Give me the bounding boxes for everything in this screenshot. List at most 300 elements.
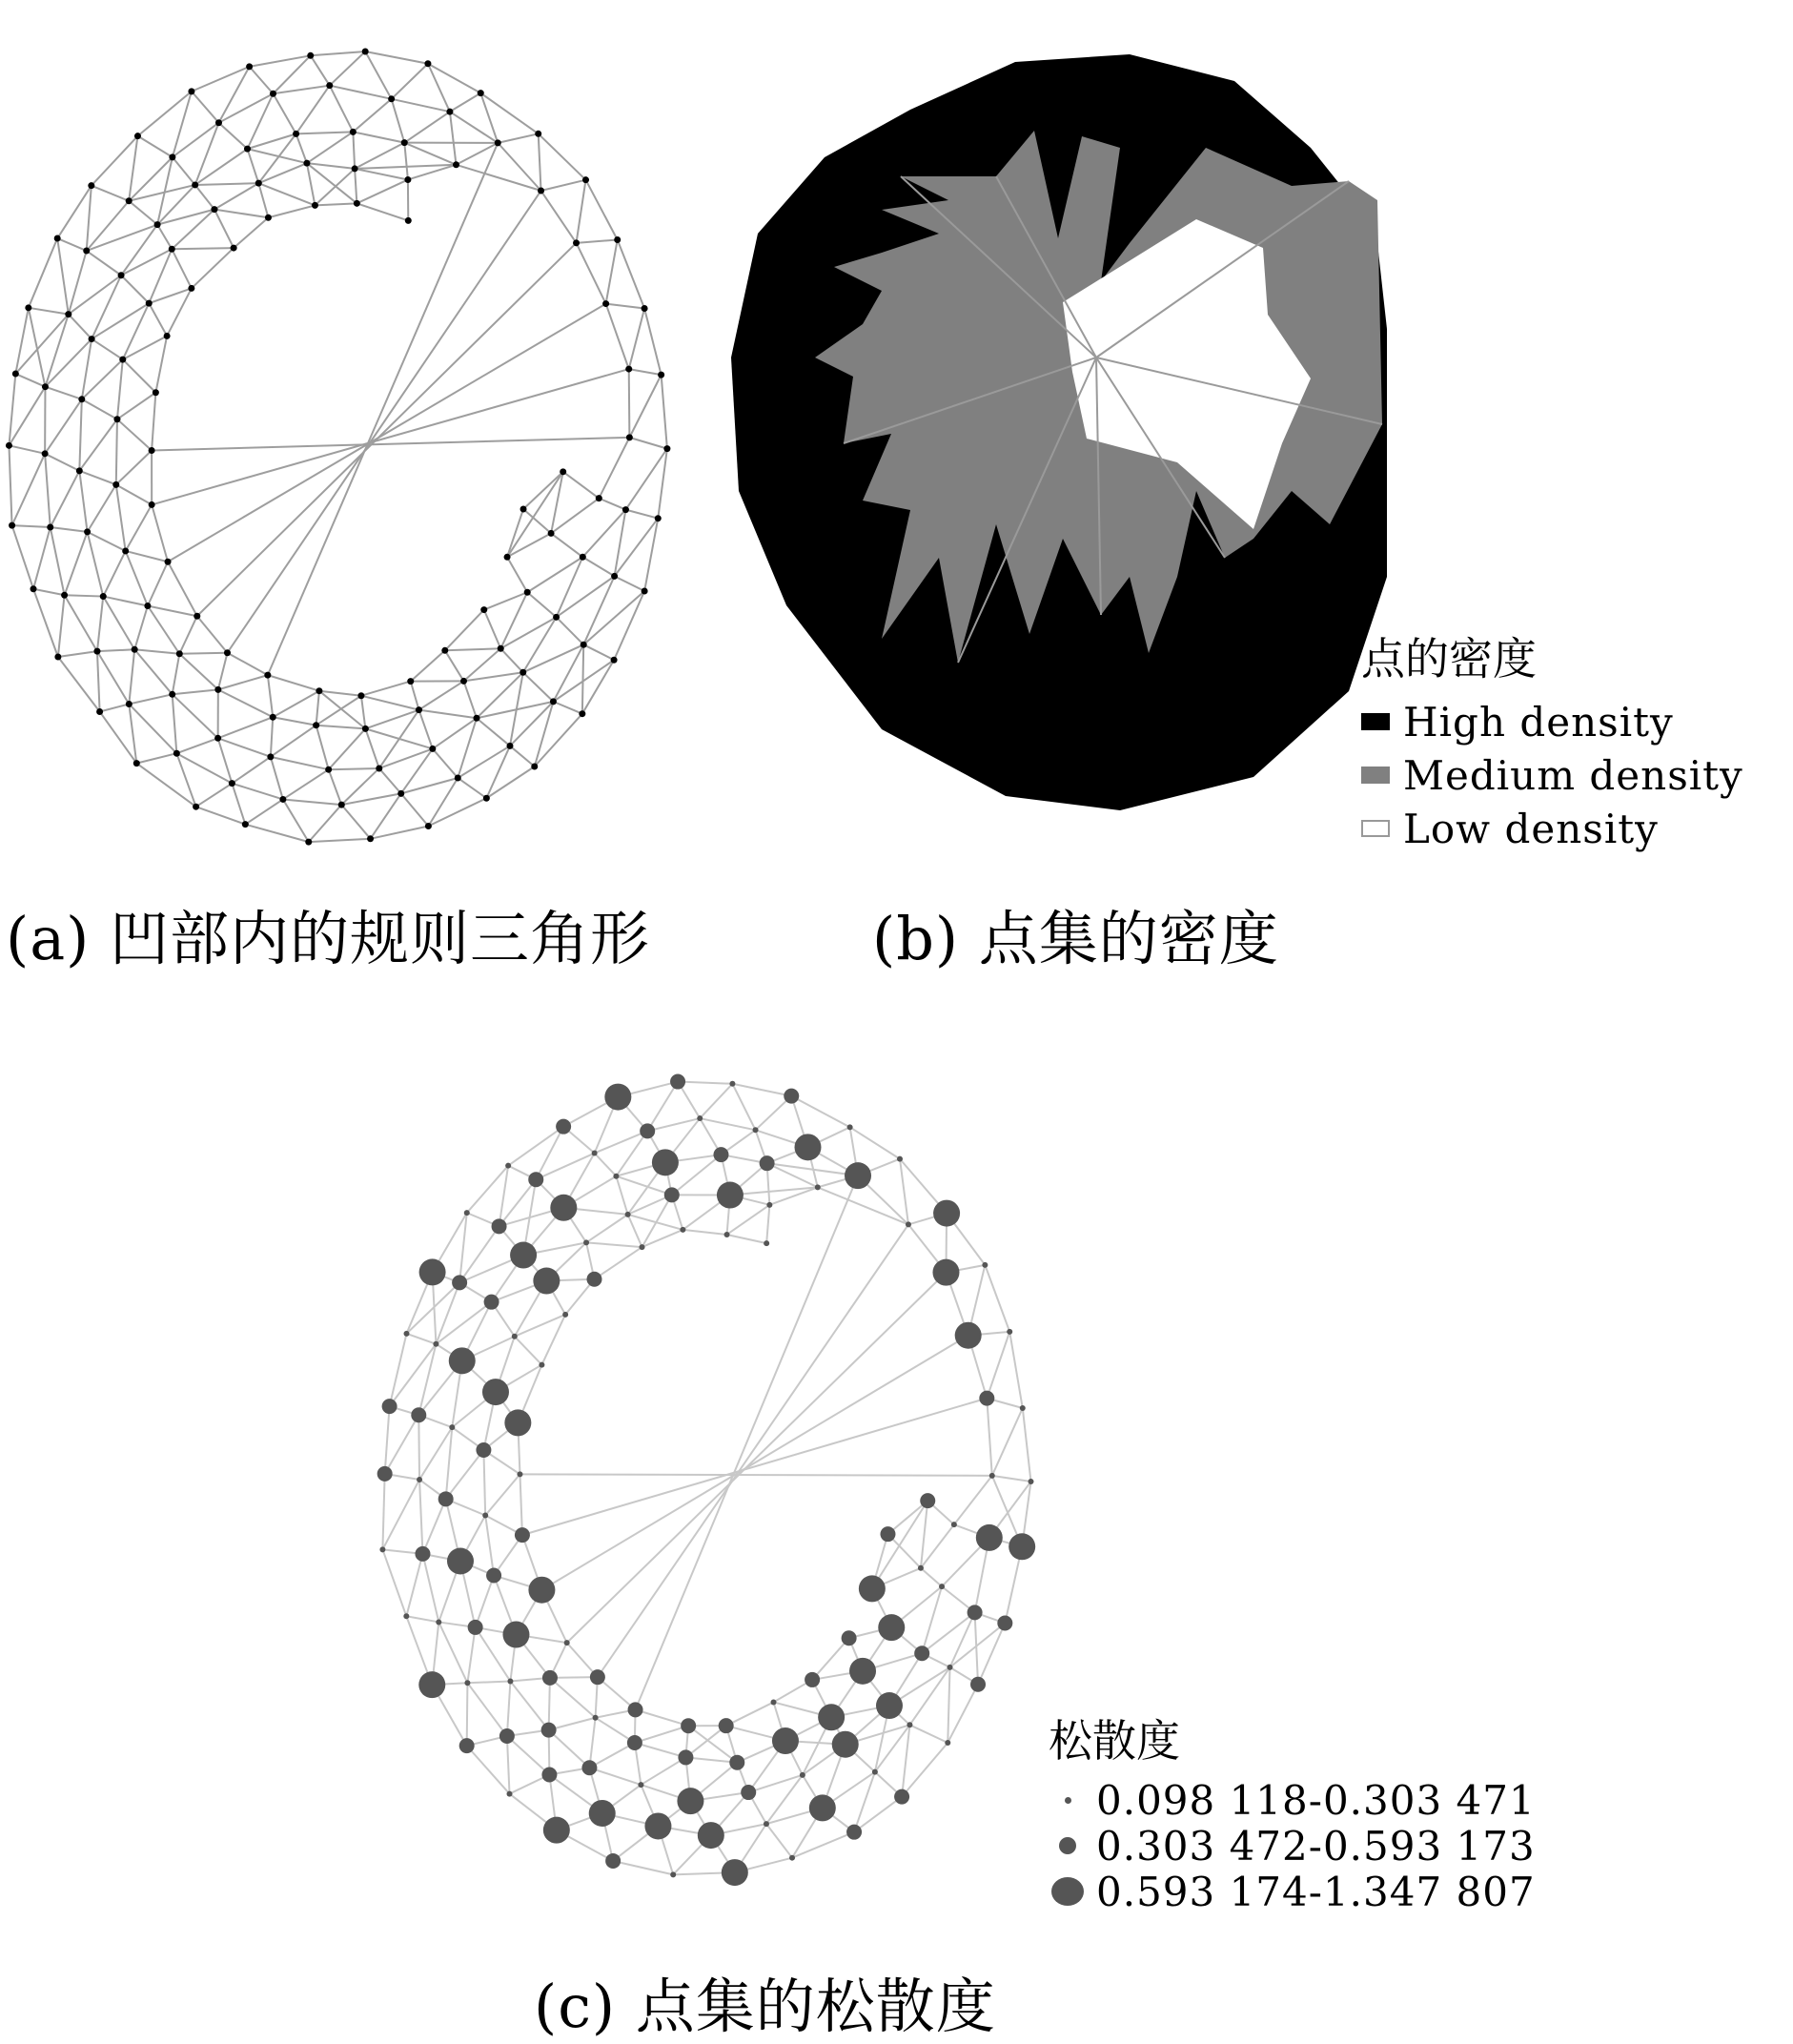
mesh-point bbox=[809, 1794, 836, 1821]
mesh-point bbox=[119, 357, 126, 363]
mesh-point bbox=[460, 678, 467, 685]
mesh-point bbox=[842, 1630, 857, 1645]
mesh-point bbox=[717, 1182, 744, 1209]
legend-looseness-title: 松散度 bbox=[1049, 1707, 1536, 1769]
mesh-point bbox=[872, 1769, 878, 1775]
mesh-point bbox=[433, 1341, 438, 1347]
mesh-point bbox=[795, 1134, 822, 1160]
mesh-point bbox=[505, 1163, 511, 1169]
mesh-point bbox=[480, 606, 487, 613]
mesh-point bbox=[362, 726, 369, 732]
mesh-point bbox=[54, 653, 61, 660]
mesh-point bbox=[211, 206, 217, 213]
mesh-point bbox=[61, 592, 68, 599]
high-density-swatch bbox=[1361, 713, 1390, 730]
low-density-swatch bbox=[1361, 820, 1390, 837]
mesh-point bbox=[652, 1149, 679, 1175]
mesh-point bbox=[377, 1466, 393, 1482]
mesh-point bbox=[244, 146, 251, 153]
legend-label-high: High density bbox=[1403, 699, 1674, 746]
legend-item-small bbox=[1049, 1777, 1536, 1823]
mesh-point bbox=[154, 221, 161, 228]
mesh-point bbox=[968, 1605, 983, 1620]
mesh-point bbox=[404, 1331, 410, 1337]
mesh-point bbox=[614, 236, 621, 243]
mesh-point bbox=[224, 649, 231, 656]
mesh-point bbox=[118, 272, 125, 278]
mesh-point bbox=[592, 1151, 598, 1156]
legend-item-low bbox=[1361, 802, 1743, 855]
mesh-point bbox=[499, 1728, 515, 1744]
mesh-point bbox=[914, 1645, 929, 1661]
mesh-point bbox=[453, 161, 459, 168]
mesh-point bbox=[512, 1334, 518, 1339]
mesh-point bbox=[484, 1295, 499, 1310]
mesh-point bbox=[876, 1692, 903, 1719]
mesh-point bbox=[424, 60, 431, 67]
mesh-point bbox=[96, 708, 103, 715]
mesh-point bbox=[362, 49, 369, 55]
mesh-point bbox=[425, 823, 432, 829]
mesh-point bbox=[303, 160, 310, 167]
mesh-point bbox=[504, 554, 511, 561]
mesh-point bbox=[415, 1546, 430, 1562]
mesh-point bbox=[524, 589, 531, 596]
mesh-point bbox=[144, 603, 151, 609]
legend-label-large: 0.593 174-1.347 807 bbox=[1096, 1869, 1536, 1915]
mesh-point bbox=[897, 1156, 903, 1162]
mesh-point bbox=[47, 524, 53, 531]
density-map bbox=[720, 43, 1406, 825]
mesh-point bbox=[325, 766, 332, 773]
mesh-point bbox=[312, 202, 318, 209]
mesh-point bbox=[677, 1788, 703, 1814]
mesh-point bbox=[520, 505, 527, 512]
mesh-point bbox=[520, 669, 526, 676]
mesh-point bbox=[698, 1822, 724, 1849]
mesh-point bbox=[859, 1575, 886, 1602]
mesh-point bbox=[313, 722, 319, 728]
mesh-point bbox=[270, 91, 276, 97]
mesh-point bbox=[832, 1731, 859, 1758]
mesh-point bbox=[149, 501, 155, 508]
mesh-point bbox=[573, 239, 580, 246]
mesh-point bbox=[459, 1738, 475, 1753]
mesh-point bbox=[589, 1800, 616, 1827]
mesh-point bbox=[542, 1670, 558, 1686]
legend-item-large bbox=[1049, 1869, 1536, 1914]
mesh-point bbox=[264, 672, 271, 679]
mesh-point bbox=[76, 467, 83, 474]
mesh-point bbox=[626, 434, 633, 440]
mesh-point bbox=[613, 1174, 619, 1179]
mesh-point bbox=[604, 1084, 631, 1111]
mesh-point bbox=[528, 1577, 555, 1604]
mesh-point bbox=[587, 1272, 602, 1287]
mesh-point bbox=[582, 176, 589, 183]
mesh-point bbox=[533, 1268, 560, 1295]
mesh-point bbox=[640, 1123, 655, 1138]
mesh-point bbox=[894, 1789, 909, 1805]
mesh-point bbox=[729, 1755, 744, 1770]
mesh-point bbox=[6, 442, 12, 449]
mesh-point bbox=[215, 119, 222, 126]
mesh-point bbox=[845, 1162, 871, 1189]
panel-b-diagram bbox=[720, 43, 1406, 825]
mesh-point bbox=[397, 790, 404, 797]
mesh-point bbox=[510, 1242, 537, 1269]
mesh-point bbox=[447, 1547, 474, 1574]
mesh-point bbox=[564, 1640, 570, 1645]
mesh-point bbox=[766, 1202, 772, 1208]
mesh-point bbox=[504, 1409, 531, 1436]
mesh-point bbox=[407, 678, 414, 685]
mesh-point bbox=[724, 1232, 730, 1237]
mesh-point bbox=[307, 52, 314, 59]
mesh-point bbox=[815, 1184, 821, 1190]
mesh-point bbox=[581, 1760, 597, 1775]
mesh-point bbox=[1020, 1405, 1026, 1411]
mesh-point bbox=[78, 396, 85, 402]
mesh-point bbox=[560, 468, 566, 475]
mesh-point bbox=[1009, 1533, 1035, 1560]
mesh-point bbox=[350, 129, 357, 135]
mesh-point bbox=[543, 1817, 570, 1844]
mesh-point bbox=[404, 176, 411, 183]
mesh-point bbox=[446, 109, 453, 115]
mesh-point bbox=[951, 1522, 957, 1527]
mesh-point bbox=[93, 648, 100, 655]
mesh-point bbox=[670, 1871, 676, 1877]
legend-label-low: Low density bbox=[1403, 806, 1659, 852]
mesh-point bbox=[906, 1221, 911, 1227]
mesh-point bbox=[562, 1312, 568, 1318]
mesh-point bbox=[1028, 1479, 1033, 1484]
mesh-point bbox=[449, 1347, 476, 1374]
mesh-point bbox=[132, 646, 138, 653]
mesh-point bbox=[376, 765, 382, 771]
mesh-point bbox=[932, 1259, 959, 1286]
mesh-point bbox=[517, 1471, 522, 1477]
panel-a-diagram bbox=[0, 29, 705, 848]
mesh-point bbox=[642, 587, 648, 594]
caption-c: (c) 点集的松散度 bbox=[534, 1959, 996, 2044]
mesh-point bbox=[316, 687, 322, 694]
mesh-point bbox=[878, 1614, 905, 1641]
mesh-point bbox=[352, 165, 358, 172]
mesh-point bbox=[605, 1853, 621, 1869]
legend-item-high bbox=[1361, 695, 1743, 748]
mesh-point bbox=[670, 1074, 685, 1090]
mesh-point bbox=[753, 1127, 759, 1133]
mesh-point bbox=[507, 1679, 513, 1685]
mesh-point bbox=[658, 372, 664, 378]
legend-density bbox=[1361, 624, 1743, 855]
mesh-point bbox=[153, 389, 159, 396]
legend-density-title: 点的密度 bbox=[1361, 624, 1743, 687]
mesh-point bbox=[84, 528, 91, 535]
mesh-point bbox=[468, 1620, 483, 1635]
mesh-point bbox=[452, 1275, 467, 1290]
mesh-point bbox=[474, 715, 480, 722]
mesh-point bbox=[113, 416, 120, 422]
mesh-point bbox=[538, 188, 544, 194]
mesh-point bbox=[553, 614, 560, 621]
mesh-point bbox=[25, 304, 31, 311]
mesh-point bbox=[267, 753, 274, 760]
mesh-point bbox=[188, 285, 194, 292]
mesh-point bbox=[126, 701, 132, 707]
mesh-point bbox=[541, 1723, 557, 1738]
mesh-point bbox=[401, 139, 408, 146]
mesh-point bbox=[772, 1727, 799, 1754]
mesh-point bbox=[194, 613, 200, 620]
legend-label-medium: Medium density bbox=[1403, 752, 1743, 799]
mesh-point bbox=[945, 1740, 950, 1746]
mesh-point bbox=[438, 1491, 454, 1506]
mesh-point bbox=[539, 1362, 544, 1368]
mesh-point bbox=[192, 181, 198, 188]
mesh-point bbox=[126, 197, 132, 204]
mesh-point bbox=[495, 139, 501, 146]
mesh-point bbox=[764, 1821, 769, 1827]
mesh-point bbox=[770, 1699, 776, 1705]
mesh-point bbox=[729, 1081, 735, 1087]
mesh-point bbox=[593, 1715, 599, 1721]
mesh-point bbox=[847, 1124, 853, 1130]
mesh-point bbox=[602, 300, 609, 307]
mesh-point bbox=[741, 1785, 756, 1800]
mesh-point bbox=[9, 522, 15, 529]
mesh-point bbox=[531, 763, 538, 769]
mesh-point bbox=[498, 645, 504, 652]
mesh-point bbox=[955, 1322, 982, 1349]
mesh-point bbox=[805, 1672, 820, 1687]
mesh-point bbox=[760, 1155, 775, 1171]
mesh-point bbox=[933, 1200, 960, 1227]
mesh-point bbox=[644, 1812, 671, 1839]
mesh-point bbox=[507, 1791, 513, 1797]
mesh-point bbox=[970, 1677, 986, 1692]
mesh-point bbox=[486, 1568, 501, 1584]
mesh-point bbox=[640, 1244, 645, 1250]
mesh-point bbox=[849, 1658, 876, 1685]
mesh-point bbox=[997, 1616, 1012, 1631]
medium-density-swatch bbox=[1361, 766, 1390, 784]
mesh-point bbox=[134, 133, 141, 139]
mesh-point bbox=[188, 88, 194, 94]
mesh-point bbox=[403, 1613, 409, 1619]
mesh-point bbox=[947, 1665, 953, 1670]
mesh-point bbox=[596, 495, 602, 501]
mesh-point bbox=[483, 795, 490, 802]
mesh-point bbox=[326, 82, 333, 89]
mesh-point bbox=[83, 248, 90, 255]
mesh-point bbox=[548, 530, 555, 537]
legend-label-medium-dot: 0.303 472-0.593 173 bbox=[1096, 1823, 1536, 1870]
mesh-point bbox=[590, 1669, 605, 1685]
mesh-point bbox=[455, 774, 461, 781]
mesh-point bbox=[255, 180, 262, 187]
mesh-point bbox=[54, 235, 61, 242]
mesh-point bbox=[193, 804, 199, 810]
mesh-point bbox=[638, 1782, 643, 1788]
mesh-point bbox=[416, 706, 422, 713]
legend-label-small: 0.098 118-0.303 471 bbox=[1096, 1777, 1536, 1824]
mesh-point bbox=[149, 447, 155, 454]
mesh-point bbox=[169, 153, 175, 160]
mesh-point bbox=[169, 246, 175, 253]
mesh-point bbox=[164, 333, 171, 339]
mesh-point bbox=[979, 1391, 994, 1406]
mesh-point bbox=[722, 1859, 748, 1886]
mesh-point bbox=[405, 217, 412, 224]
mesh-point bbox=[338, 802, 345, 808]
mesh-point bbox=[379, 1546, 385, 1552]
mesh-point bbox=[982, 1262, 988, 1268]
mesh-point bbox=[550, 698, 557, 705]
mesh-point bbox=[880, 1526, 895, 1542]
mesh-point bbox=[214, 686, 221, 693]
legend-looseness bbox=[1049, 1707, 1536, 1914]
mesh-point bbox=[625, 366, 632, 373]
mesh-point bbox=[846, 1825, 862, 1840]
mesh-point bbox=[581, 642, 587, 648]
mesh-point bbox=[482, 1379, 509, 1405]
mesh-point bbox=[112, 481, 119, 488]
mesh-point bbox=[556, 1119, 571, 1134]
mesh-point bbox=[818, 1704, 845, 1730]
mesh-point bbox=[528, 1172, 543, 1187]
mesh-point bbox=[622, 506, 629, 513]
legend-item-medium bbox=[1361, 748, 1743, 802]
mesh-edges bbox=[9, 51, 666, 842]
mesh-point bbox=[242, 821, 249, 828]
mesh-point bbox=[515, 1527, 530, 1543]
mesh-point bbox=[579, 710, 585, 717]
legend-item-medium-dot bbox=[1049, 1823, 1536, 1869]
panel-c-diagram bbox=[362, 1058, 1087, 1897]
mesh-point bbox=[411, 1407, 426, 1422]
mesh-point bbox=[382, 1399, 397, 1414]
mesh-point bbox=[265, 215, 272, 221]
mesh-point bbox=[550, 1195, 577, 1221]
mesh-point bbox=[506, 743, 513, 749]
mesh-point bbox=[429, 746, 436, 752]
mesh-point bbox=[920, 1493, 935, 1508]
mesh-point bbox=[541, 1768, 557, 1783]
mesh-point bbox=[65, 311, 71, 317]
medium-dot-symbol bbox=[1059, 1837, 1076, 1854]
mesh-point bbox=[270, 714, 276, 721]
mesh-point bbox=[42, 450, 49, 457]
mesh-point bbox=[611, 573, 618, 580]
mesh-point bbox=[492, 1218, 507, 1234]
mesh-point bbox=[535, 131, 541, 137]
mesh-point bbox=[697, 1115, 703, 1121]
caption-a: (a) 凹部内的规则三角形 bbox=[6, 891, 650, 976]
caption-b: (b) 点集的密度 bbox=[872, 891, 1279, 976]
mesh-point bbox=[583, 1239, 589, 1245]
mesh-point bbox=[678, 1749, 693, 1765]
mesh-point bbox=[357, 692, 364, 699]
mesh-point bbox=[642, 305, 648, 312]
mesh-point bbox=[417, 1477, 422, 1482]
mesh-point bbox=[976, 1524, 1003, 1551]
mesh-point bbox=[719, 1718, 734, 1733]
mesh-point bbox=[681, 1718, 696, 1733]
mesh-point bbox=[176, 650, 183, 657]
mesh-point bbox=[502, 1622, 529, 1648]
mesh-point bbox=[655, 515, 662, 521]
mesh-point bbox=[476, 1442, 491, 1458]
mesh-point bbox=[918, 1565, 924, 1571]
mesh-point bbox=[478, 90, 484, 96]
mesh-point bbox=[165, 559, 172, 565]
mesh-point bbox=[354, 200, 360, 207]
mesh-point bbox=[713, 1147, 728, 1162]
mesh-point bbox=[173, 750, 180, 757]
mesh-point bbox=[664, 1187, 680, 1202]
mesh-point bbox=[464, 1210, 470, 1216]
mesh-point bbox=[1007, 1329, 1012, 1335]
mesh-point bbox=[231, 245, 237, 252]
mesh-point bbox=[784, 1089, 799, 1104]
triangulation-network-a bbox=[0, 29, 705, 848]
mesh-point bbox=[279, 796, 286, 803]
mesh-point bbox=[367, 835, 374, 842]
mesh-point bbox=[146, 300, 153, 307]
mesh-point bbox=[764, 1240, 769, 1246]
mesh-point bbox=[419, 1258, 446, 1285]
mesh-point bbox=[88, 182, 94, 189]
mesh-point bbox=[800, 1772, 805, 1778]
mesh-point bbox=[100, 593, 107, 600]
mesh-point bbox=[229, 780, 235, 787]
mesh-point bbox=[89, 336, 95, 342]
mesh-point bbox=[449, 1424, 455, 1430]
mesh-point bbox=[611, 657, 618, 664]
mesh-point bbox=[418, 1671, 445, 1698]
mesh-point bbox=[907, 1722, 912, 1727]
mesh-point bbox=[482, 1512, 488, 1518]
mesh-point bbox=[246, 63, 253, 70]
mesh-point bbox=[441, 647, 448, 654]
mesh-point bbox=[42, 383, 49, 390]
small-dot-symbol bbox=[1065, 1797, 1071, 1804]
mesh-point bbox=[989, 1473, 995, 1479]
mesh-point bbox=[133, 760, 140, 766]
mesh-point bbox=[305, 839, 312, 846]
triangulation-network-c bbox=[362, 1058, 1087, 1897]
mesh-point bbox=[628, 1702, 643, 1717]
mesh-point bbox=[580, 554, 586, 561]
mesh-point bbox=[939, 1584, 945, 1589]
mesh-point bbox=[625, 1212, 631, 1217]
mesh-edges bbox=[382, 1082, 1030, 1875]
mesh-point bbox=[464, 1680, 470, 1686]
large-dot-symbol bbox=[1051, 1877, 1084, 1906]
mesh-point bbox=[436, 1619, 441, 1625]
mesh-point bbox=[12, 371, 19, 378]
mesh-point bbox=[31, 585, 37, 592]
mesh-point bbox=[627, 1735, 642, 1750]
mesh-point bbox=[293, 131, 299, 137]
mesh-point bbox=[122, 547, 129, 554]
mesh-point bbox=[789, 1855, 795, 1861]
mesh-point bbox=[169, 691, 175, 698]
mesh-point bbox=[663, 445, 670, 452]
